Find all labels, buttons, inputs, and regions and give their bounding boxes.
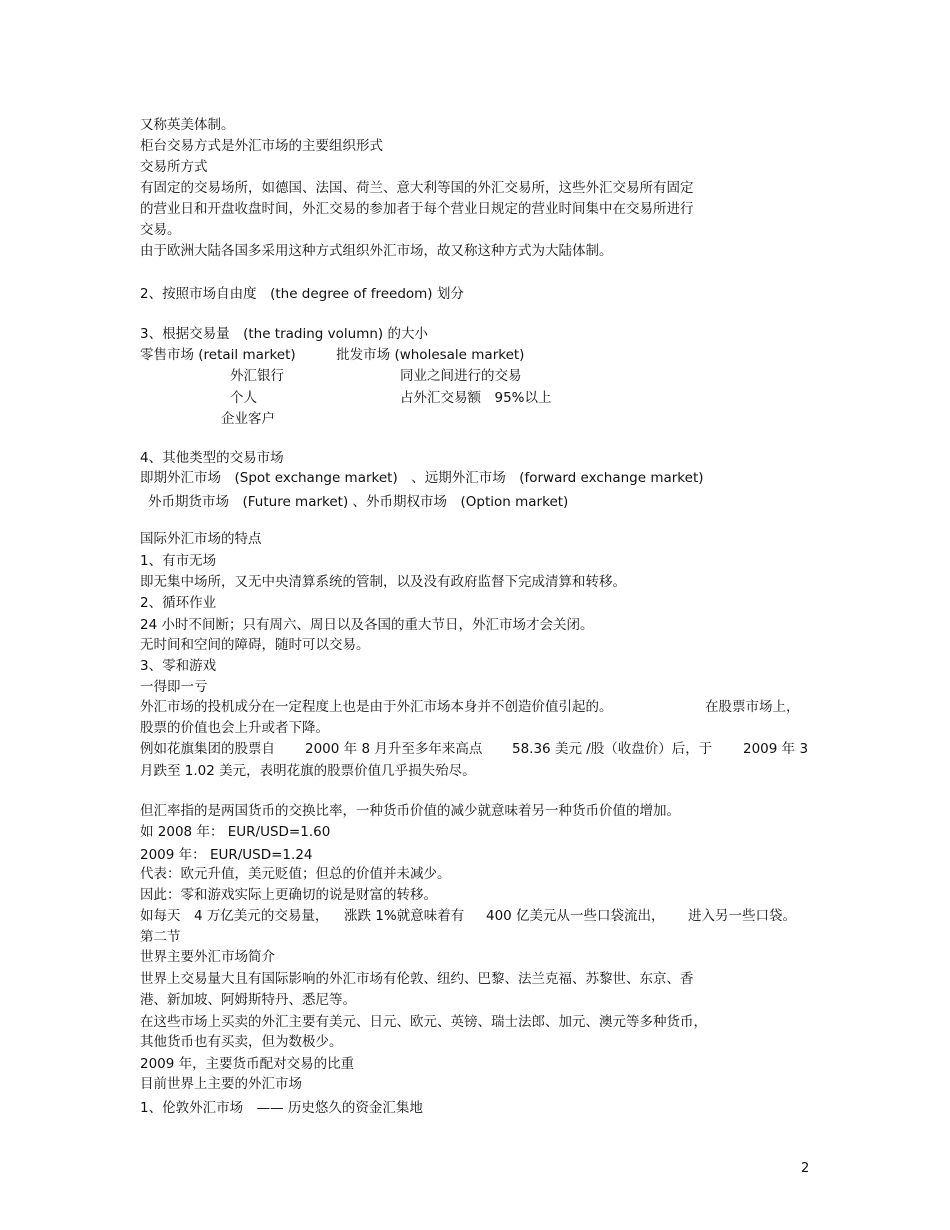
text-line: 如每天 4 万亿美元的交易量， bbox=[140, 908, 329, 924]
text-line: 进入另一些口袋。 bbox=[688, 908, 796, 924]
text-line: 交易所方式 bbox=[140, 159, 208, 175]
text-line: 外汇市场的投机成分在一定程度上也是由于外汇市场本身并不创造价值引起的。 bbox=[140, 699, 613, 715]
page-number: 2 bbox=[801, 1161, 810, 1176]
text-line: 因此：零和游戏实际上更确切的说是财富的转移。 bbox=[140, 887, 437, 903]
text-line: 港、新加坡、阿姆斯特丹、悉尼等。 bbox=[140, 992, 356, 1008]
section-heading: 2、按照市场自由度 (the degree of freedom) 划分 bbox=[140, 286, 464, 302]
text-line: 2009 年，主要货币配对交易的比重 bbox=[140, 1056, 355, 1072]
text-line: 月跌至 1.02 美元，表明花旗的股票价值几乎损失殆尽。 bbox=[140, 763, 476, 779]
text-line: 涨跌 1%就意味着有 bbox=[344, 908, 465, 924]
text-line: 在这些市场上买卖的外汇主要有美元、日元、欧元、英镑、瑞士法郎、加元、澳元等多种货币， bbox=[140, 1014, 707, 1030]
text-line: 一得即一亏 bbox=[140, 679, 208, 695]
text-line: 无时间和空间的障碍，随时可以交易。 bbox=[140, 637, 370, 653]
text-line: 同业之间进行的交易 bbox=[400, 368, 522, 384]
text-line: 零售市场 (retail market) 批发市场 (wholesale market) bbox=[140, 347, 525, 363]
text-line: 2、循环作业 bbox=[140, 595, 217, 611]
text-line: 如 2008 年： EUR/USD=1.60 bbox=[140, 824, 331, 840]
text-line: 1、有市无场 bbox=[140, 553, 217, 569]
text-line: 外汇银行 bbox=[230, 368, 284, 384]
text-line: 的营业日和开盘收盘时间，外汇交易的参加者于每个营业日规定的营业时间集中在交易所进行 bbox=[140, 201, 694, 217]
section-heading: 国际外汇市场的特点 bbox=[140, 531, 262, 547]
text-line: 58.36 美元 /股（收盘价）后，于 bbox=[512, 741, 713, 757]
text-line: 个人 bbox=[230, 390, 257, 406]
text-line: 交易。 bbox=[140, 222, 181, 238]
text-line: 但汇率指的是两国货币的交换比率，一种货币价值的减少就意味着另一种货币价值的增加。 bbox=[140, 803, 680, 819]
text-line: 24 小时不间断；只有周六、周日以及各国的重大节日，外汇市场才会关闭。 bbox=[140, 617, 594, 633]
section-heading: 4、其他类型的交易市场 bbox=[140, 450, 284, 466]
text-line: 世界上交易量大且有国际影响的外汇市场有伦敦、纽约、巴黎、法兰克福、苏黎世、东京、香 bbox=[140, 971, 694, 987]
text-line: 400 亿美元从一些口袋流出， bbox=[486, 908, 665, 924]
section-heading: 第二节 bbox=[140, 929, 181, 945]
text-line: 2000 年 8 月升至多年来高点 bbox=[305, 741, 483, 757]
text-line: 其他货币也有买卖，但为数极少。 bbox=[140, 1034, 343, 1050]
text-line: 即期外汇市场 (Spot exchange market) 、远期外汇市场 (forward exchange market) bbox=[140, 470, 704, 486]
text-line: 占外汇交易额 95%以上 bbox=[400, 390, 552, 406]
text-line: 由于欧洲大陆各国多采用这种方式组织外汇市场，故又称这种方式为大陆体制。 bbox=[140, 243, 613, 259]
text-line: 企业客户 bbox=[221, 411, 275, 427]
text-line: 又称英美体制。 bbox=[140, 117, 235, 133]
text-line: 2009 年： EUR/USD=1.24 bbox=[140, 847, 313, 863]
text-line: 股票的价值也会上升或者下降。 bbox=[140, 720, 329, 736]
text-line: 在股票市场上， bbox=[705, 699, 800, 715]
text-line: 世界主要外汇市场简介 bbox=[140, 949, 275, 965]
text-line: 例如花旗集团的股票自 bbox=[140, 741, 275, 757]
section-heading: 3、根据交易量 (the trading volumn) 的大小 bbox=[140, 326, 428, 342]
text-line: 2009 年 3 bbox=[743, 741, 809, 757]
text-line: 外币期货市场 (Future market) 、外币期权市场 (Option market) bbox=[148, 494, 569, 510]
text-line: 即无集中场所，又无中央清算系统的管制，以及没有政府监督下完成清算和转移。 bbox=[140, 574, 626, 590]
text-line: 3、零和游戏 bbox=[140, 658, 217, 674]
text-line: 代表：欧元升值，美元贬值；但总的价值并未减少。 bbox=[140, 866, 451, 882]
section-heading: 1、伦敦外汇市场 —— 历史悠久的资金汇集地 bbox=[140, 1100, 423, 1116]
text-line: 柜台交易方式是外汇市场的主要组织形式 bbox=[140, 138, 383, 154]
text-line: 有固定的交易场所，如德国、法国、荷兰、意大利等国的外汇交易所，这些外汇交易所有固定 bbox=[140, 180, 694, 196]
text-line: 目前世界上主要的外汇市场 bbox=[140, 1076, 302, 1092]
